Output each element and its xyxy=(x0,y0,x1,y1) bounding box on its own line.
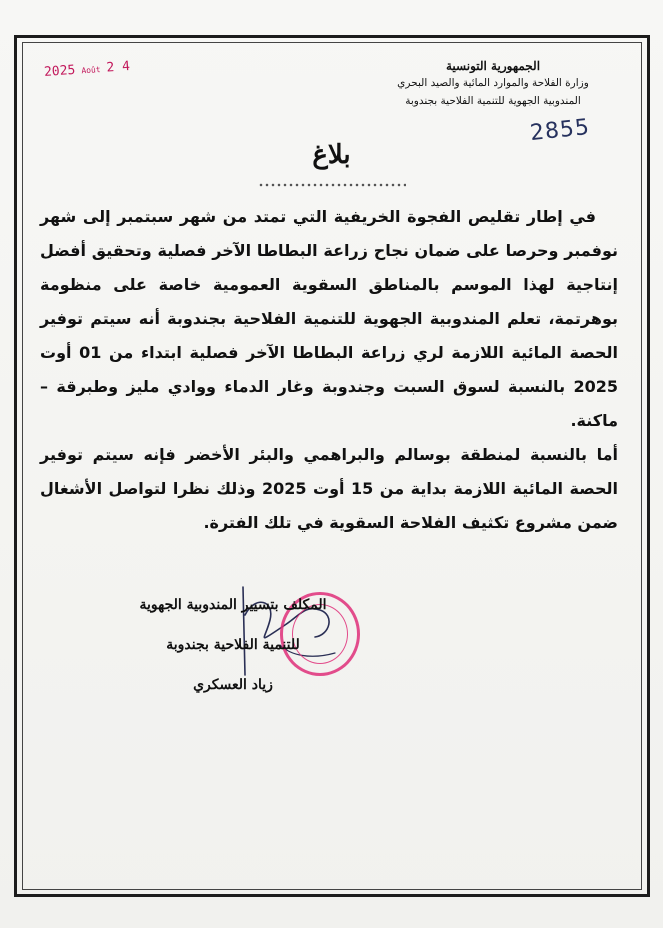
letterhead-directorate: المندوبية الجهوية للتنمية الفلاحية بجندوبة xyxy=(405,95,581,107)
reference-number: 2855 xyxy=(528,114,592,147)
letterhead-country: الجمهورية التونسية xyxy=(445,59,541,73)
announcement-body xyxy=(40,200,618,540)
body-paragraph-1: في إطار تقليص الفجوة الخريفية التي تمتد من شهر سبتمبر إلى شهر نوفمبر وحرصا على ضمان نجاح زراعة البطاطا الآخر فصلية وتحقيق أفضل إنتاجية لهذا الموسم بالمناطق السقوية العمومية خاصة على منظومة بوهرتمة، تعلم المندوبية الجهوية للتنمية الفلاحية بجندوبة أنه سيتم توفير الحصة المائية اللازمة لري زراعة البطاطا الآخر فصلية ابتداء من 01 أوت 2025 بالنسبة لسوق السبت وجندوبة وغار الدماء ووادي مليز وطبرقة – ماكنة. xyxy=(40,207,619,430)
title-dotted-underline xyxy=(258,183,406,187)
body-paragraph-2: أما بالنسبة لمنطقة بوسالم والبراهمي والبئر الأخضر فإنه سيتم توفير الحصة المائية اللازمة بداية من 15 أوت 2025 وذلك نظرا لتواصل الأشغال ضمن مشروع تكثيف الفلاحة السقوية في تلك الفترة. xyxy=(40,445,618,532)
signatory-name: زياد العسكري xyxy=(193,677,273,693)
stamp-year: 2025 xyxy=(43,62,76,80)
letterhead-ministry: وزارة الفلاحة والموارد المائية والصيد البحري xyxy=(397,77,589,89)
stamp-month: Août xyxy=(81,65,101,76)
document-title: بلاغ xyxy=(312,140,351,170)
letterhead xyxy=(363,58,623,110)
signatory-title: المكلف بتسيير المندوبية الجهوية xyxy=(139,597,327,613)
signatory-office: للتنمية الفلاحية بجندوبة xyxy=(166,637,300,653)
stamp-day: 2 4 xyxy=(106,59,131,76)
signature-block xyxy=(123,585,343,705)
